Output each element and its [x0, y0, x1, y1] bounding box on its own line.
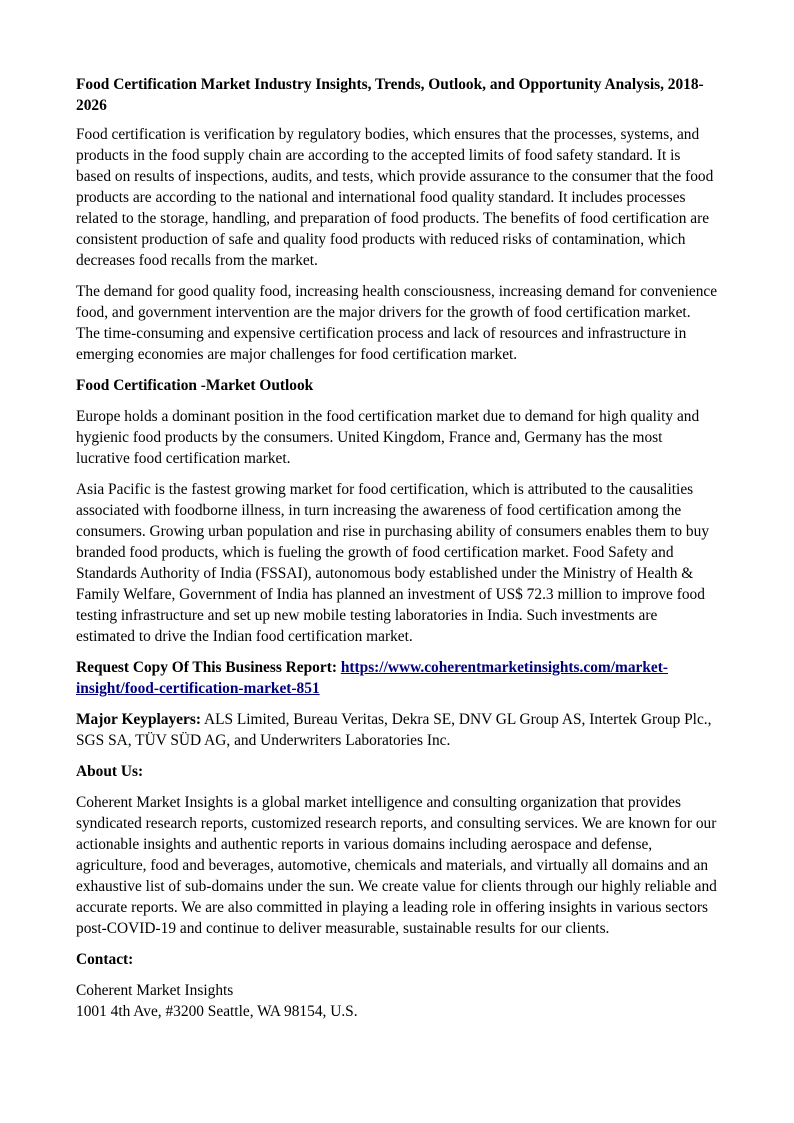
keyplayers-paragraph: [76, 709, 718, 751]
contact-block: [76, 980, 718, 1022]
outlook-heading: Food Certification -Market Outlook: [76, 377, 314, 394]
intro-paragraph-1: Food certification is verification by regulatory bodies, which ensures that the processes, systems, and products in the food supply chain are according to the accepted limits of food safety standard. It is based on results of inspections, audits, and tests, which provide assurance to the consumer that the food products are according to the national and international food quality standard. It includes processes related to the storage, handling, and preparation of food products. The benefits of food certification are consistent production of safe and quality food products with reduced risks of contamination, which decreases food recalls from the market.: [76, 126, 714, 269]
about-paragraph: Coherent Market Insights is a global market intelligence and consulting organization that provides syndicated research reports, customized research reports, and consulting services. We are known for our actionable insights and authentic reports in various domains including aerospace and defense, agriculture, food and beverages, automotive, chemicals and materials, and virtually all domains and an exhaustive list of sub-domains under the sun. We create value for clients through our highly reliable and accurate reports. We are also committed in playing a leading role in offering insights in various sectors post-COVID-19 and continue to deliver measurable, sustainable results for our clients.: [76, 794, 717, 937]
contact-heading: Contact:: [76, 951, 134, 968]
keyplayers-label: Major Keyplayers:: [76, 711, 201, 728]
contact-address: 1001 4th Ave, #3200 Seattle, WA 98154, U.S.: [76, 1003, 358, 1020]
keyplayers-text: ALS Limited, Bureau Veritas, Dekra SE, DNV GL Group AS, Intertek Group Plc., SGS SA, TÜV SÜD AG, and Underwriters Laboratories Inc.: [76, 711, 712, 749]
about-heading: About Us:: [76, 763, 144, 780]
document-title: Food Certification Market Industry Insights, Trends, Outlook, and Opportunity Analysis, 2018-2026: [76, 76, 704, 114]
report-link[interactable]: https://www.coherentmarketinsights.com/market-insight/food-certification-market-851: [76, 659, 668, 697]
outlook-asia-pacific-paragraph: Asia Pacific is the fastest growing market for food certification, which is attributed to the causalities associated with foodborne illness, in turn increasing the awareness of food certification among the consumers. Growing urban population and rise in purchasing ability of consumers enables them to buy branded food products, which is fueling the growth of food certification market. Food Safety and Standards Authority of India (FSSAI), autonomous body established under the Ministry of Health & Family Welfare, Government of India has planned an investment of US$ 72.3 million to improve food testing infrastructure and set up new mobile testing laboratories in India. Such investments are estimated to drive the Indian food certification market.: [76, 481, 710, 645]
request-copy-label: Request Copy Of This Business Report:: [76, 659, 337, 676]
outlook-europe-paragraph: Europe holds a dominant position in the food certification market due to demand for high quality and hygienic food products by the consumers. United Kingdom, France and, Germany has the most lucrative food certification market.: [76, 408, 700, 467]
request-copy-paragraph: [76, 657, 718, 699]
contact-company: Coherent Market Insights: [76, 982, 234, 999]
intro-paragraph-2: The demand for good quality food, increasing health consciousness, increasing demand for convenience food, and government intervention are the major drivers for the growth of food certification market. The time-consuming and expensive certification process and lack of resources and infrastructure in emerging economies are major challenges for food certification market.: [76, 283, 718, 363]
